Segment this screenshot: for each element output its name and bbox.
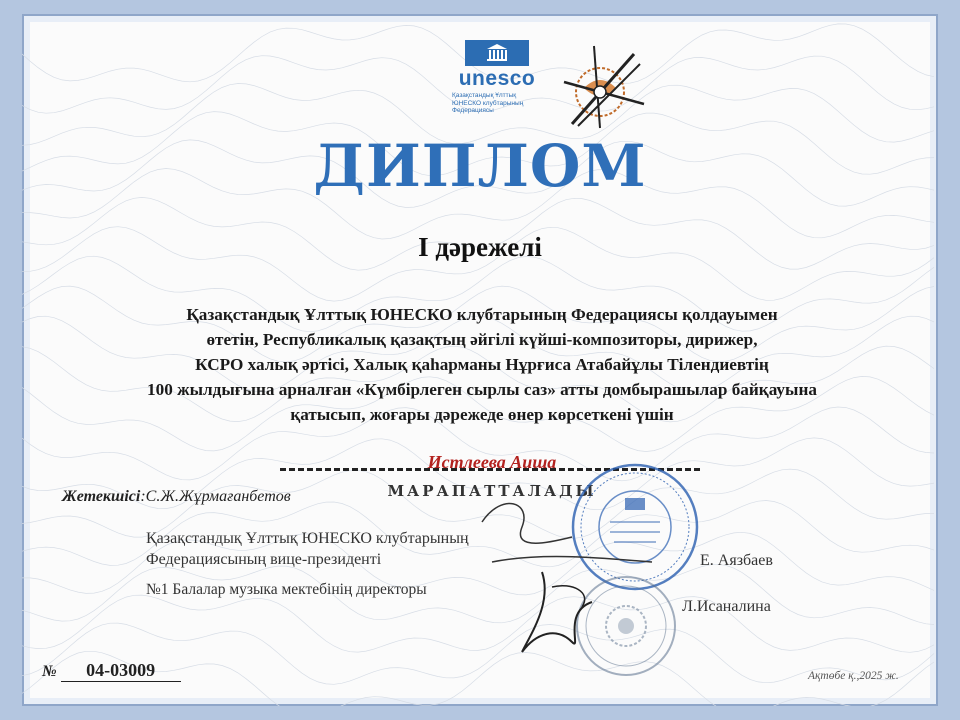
place-and-date: Ақтөбе қ.,2025 ж.: [808, 670, 899, 682]
degree-heading: І дәрежелі: [418, 232, 542, 262]
awardee-name: Истлеева Аиша: [427, 452, 557, 472]
mentor-label: Жетекшісі: [62, 488, 141, 505]
unesco-subtitle-line: ЮНЕСКО клубтарының: [452, 99, 524, 107]
number-prefix: №: [42, 663, 57, 680]
body-line: өтетін, Республикалық қазақтың әйгілі күйші-композиторы, дирижер,: [206, 330, 758, 349]
unesco-logo: [442, 40, 552, 115]
diploma-body-text: [112, 302, 852, 427]
body-line: КСРО халық әртісі, Халық қаһарманы Нұрғиса Атабайұлы Тілендиевтің: [195, 355, 769, 374]
dombyra-contest-logo-icon: [554, 42, 650, 132]
unesco-temple-icon: [465, 40, 529, 66]
body-line: Қазақстандық Ұлттық ЮНЕСКО клубтарының Федерациясы қолдауымен: [186, 305, 778, 324]
unesco-subtitle-line: Қазақстандық Ұлттық: [452, 92, 517, 99]
signatory-1-position: Қазақстандық Ұлттық ЮНЕСКО клубтарының Федерациясының вице-президенті: [146, 530, 469, 568]
unesco-federation-subtitle: [442, 92, 552, 115]
signatory-2-position: №1 Балалар музыка мектебінің директоры: [146, 581, 427, 598]
awarded-label: МАРАПАТТАЛАДЫ: [387, 482, 597, 500]
diploma-number: [42, 660, 181, 682]
signatory-1-name: Е. Аязбаев: [700, 552, 773, 569]
unesco-wordmark: unesco: [458, 67, 536, 90]
body-line: 100 жылдығына арналған «Күмбірлеген сырлы саз» атты домбырашылар байқауына: [147, 380, 817, 399]
number-value: 04-03009: [61, 660, 181, 682]
diploma-title: ДИПЛОМ: [313, 132, 647, 200]
handwritten-signature-icon: [462, 492, 662, 662]
signatory-2-name: Л.Исаналина: [682, 598, 771, 615]
mentor-line: [62, 488, 291, 506]
body-line: қатысып, жоғары дәрежеде өнер көрсеткені үшін: [290, 405, 674, 424]
mentor-name: :С.Ж.Жұрмағанбетов: [140, 488, 291, 505]
diploma-paper: [22, 14, 938, 706]
unesco-subtitle-line: Федерациясы: [452, 107, 494, 114]
